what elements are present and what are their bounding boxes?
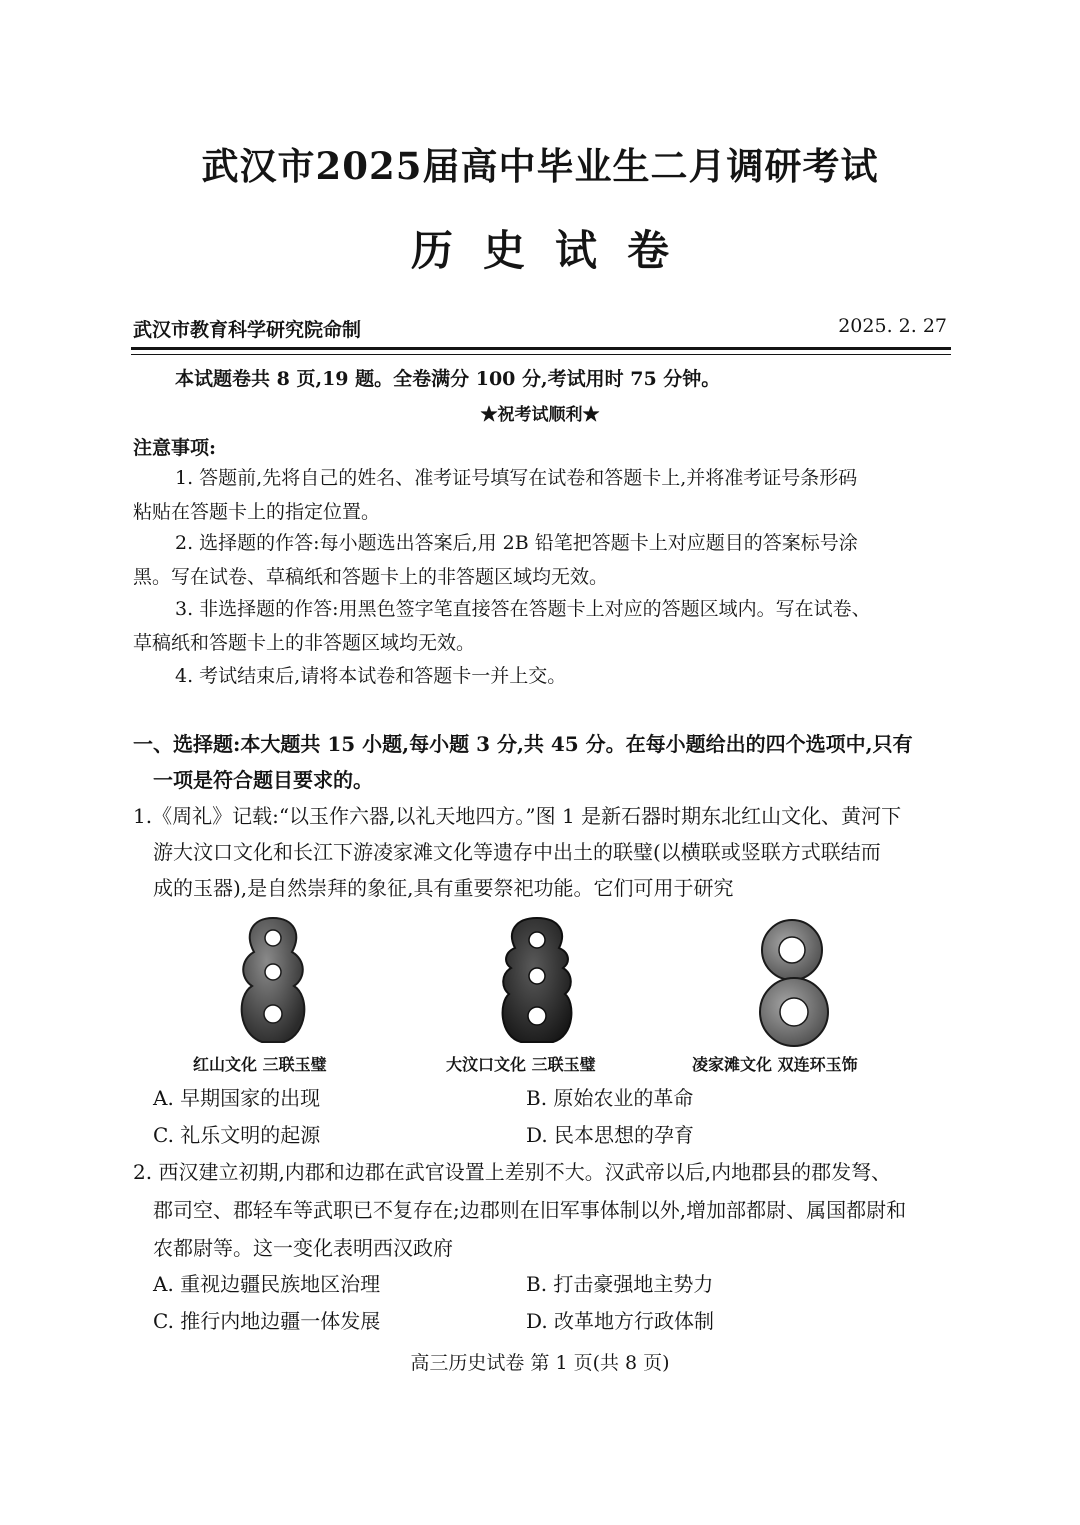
question-2-line1: 2. 西汉建立初期,内郡和边郡在武官设置上差别不大。汉武帝以后,内地郡县的郡发弩、 [133,1160,892,1184]
dawenkou-triple-jade-disc-icon [497,916,577,1046]
exam-date: 2025. 2. 27 [838,315,947,337]
question-2-option-a: A. 重视边疆民族地区治理 [153,1272,381,1296]
question-2-line3: 农都尉等。这一变化表明西汉政府 [153,1236,453,1260]
question-1-line1: 1.《周礼》记载:“以玉作六器,以礼天地四方。”图 1 是新石器时期东北红山文化、黄河下 [133,804,902,828]
notes-heading: 注意事项: [133,437,217,459]
note-item-1-line1: 1. 答题前,先将自己的姓名、准考证号填写在试卷和答题卡上,并将准考证号条形码 [175,467,858,489]
figure-caption-lingjiatan: 凌家滩文化 双连环玉饰 [692,1055,858,1074]
question-1-option-a: A. 早期国家的出现 [153,1086,321,1110]
question-2-line2: 郡司空、郡轻车等武职已不复存在;边郡则在旧军事体制以外,增加部都尉、属国都尉和 [153,1198,907,1222]
note-item-2-line2: 黑。写在试卷、草稿纸和答题卡上的非答题区域均无效。 [133,566,609,588]
header-divider-thin [131,354,951,355]
lingjiatan-double-jade-ring-icon [752,916,832,1048]
question-2-option-c: C. 推行内地边疆一体发展 [153,1309,381,1333]
good-luck-banner: ★祝考试顺利★ [480,405,600,425]
section-heading-line1: 一、选择题:本大题共 15 小题,每小题 3 分,共 45 分。在每小题给出的四个选项中,只有 [133,732,913,756]
figure-caption-hongshan: 红山文化 三联玉璧 [193,1055,327,1074]
issuing-organization: 武汉市教育科学研究院命制 [133,319,362,341]
section-heading-line2: 一项是符合题目要求的。 [153,768,373,792]
question-1-option-d: D. 民本思想的孕育 [526,1123,695,1147]
hongshan-triple-jade-disc-icon [232,916,314,1046]
note-item-2-line1: 2. 选择题的作答:每小题选出答案后,用 2B 铅笔把答题卡上对应题目的答案标号涂 [175,532,858,554]
question-2-option-d: D. 改革地方行政体制 [526,1309,715,1333]
question-1-option-b: B. 原始农业的革命 [526,1086,694,1110]
question-1-line3: 成的玉器),是自然崇拜的象征,具有重要祭祀功能。它们可用于研究 [153,876,734,900]
subject-title: 历史试卷 [410,226,699,275]
question-1-option-c: C. 礼乐文明的起源 [153,1123,321,1147]
note-item-3-line1: 3. 非选择题的作答:用黑色签字笔直接答在答题卡上对应的答题区域内。写在试卷、 [175,598,871,620]
note-item-4-line1: 4. 考试结束后,请将本试卷和答题卡一并上交。 [175,665,567,687]
figure-caption-dawenkou: 大汶口文化 三联玉璧 [446,1055,596,1074]
note-item-1-line2: 粘贴在答题卡上的指定位置。 [133,501,381,523]
page-footer: 高三历史试卷 第 1 页(共 8 页) [410,1352,670,1374]
note-item-3-line2: 草稿纸和答题卡上的非答题区域均无效。 [133,632,476,654]
header-divider-thick [131,347,951,350]
exam-intro: 本试题卷共 8 页,19 题。全卷满分 100 分,考试用时 75 分钟。 [175,368,721,390]
question-2-option-b: B. 打击豪强地主势力 [526,1272,714,1296]
exam-title: 武汉市2025届高中毕业生二月调研考试 [201,144,879,188]
question-1-line2: 游大汶口文化和长江下游凌家滩文化等遗存中出土的联璧(以横联或竖联方式联结而 [153,840,881,864]
